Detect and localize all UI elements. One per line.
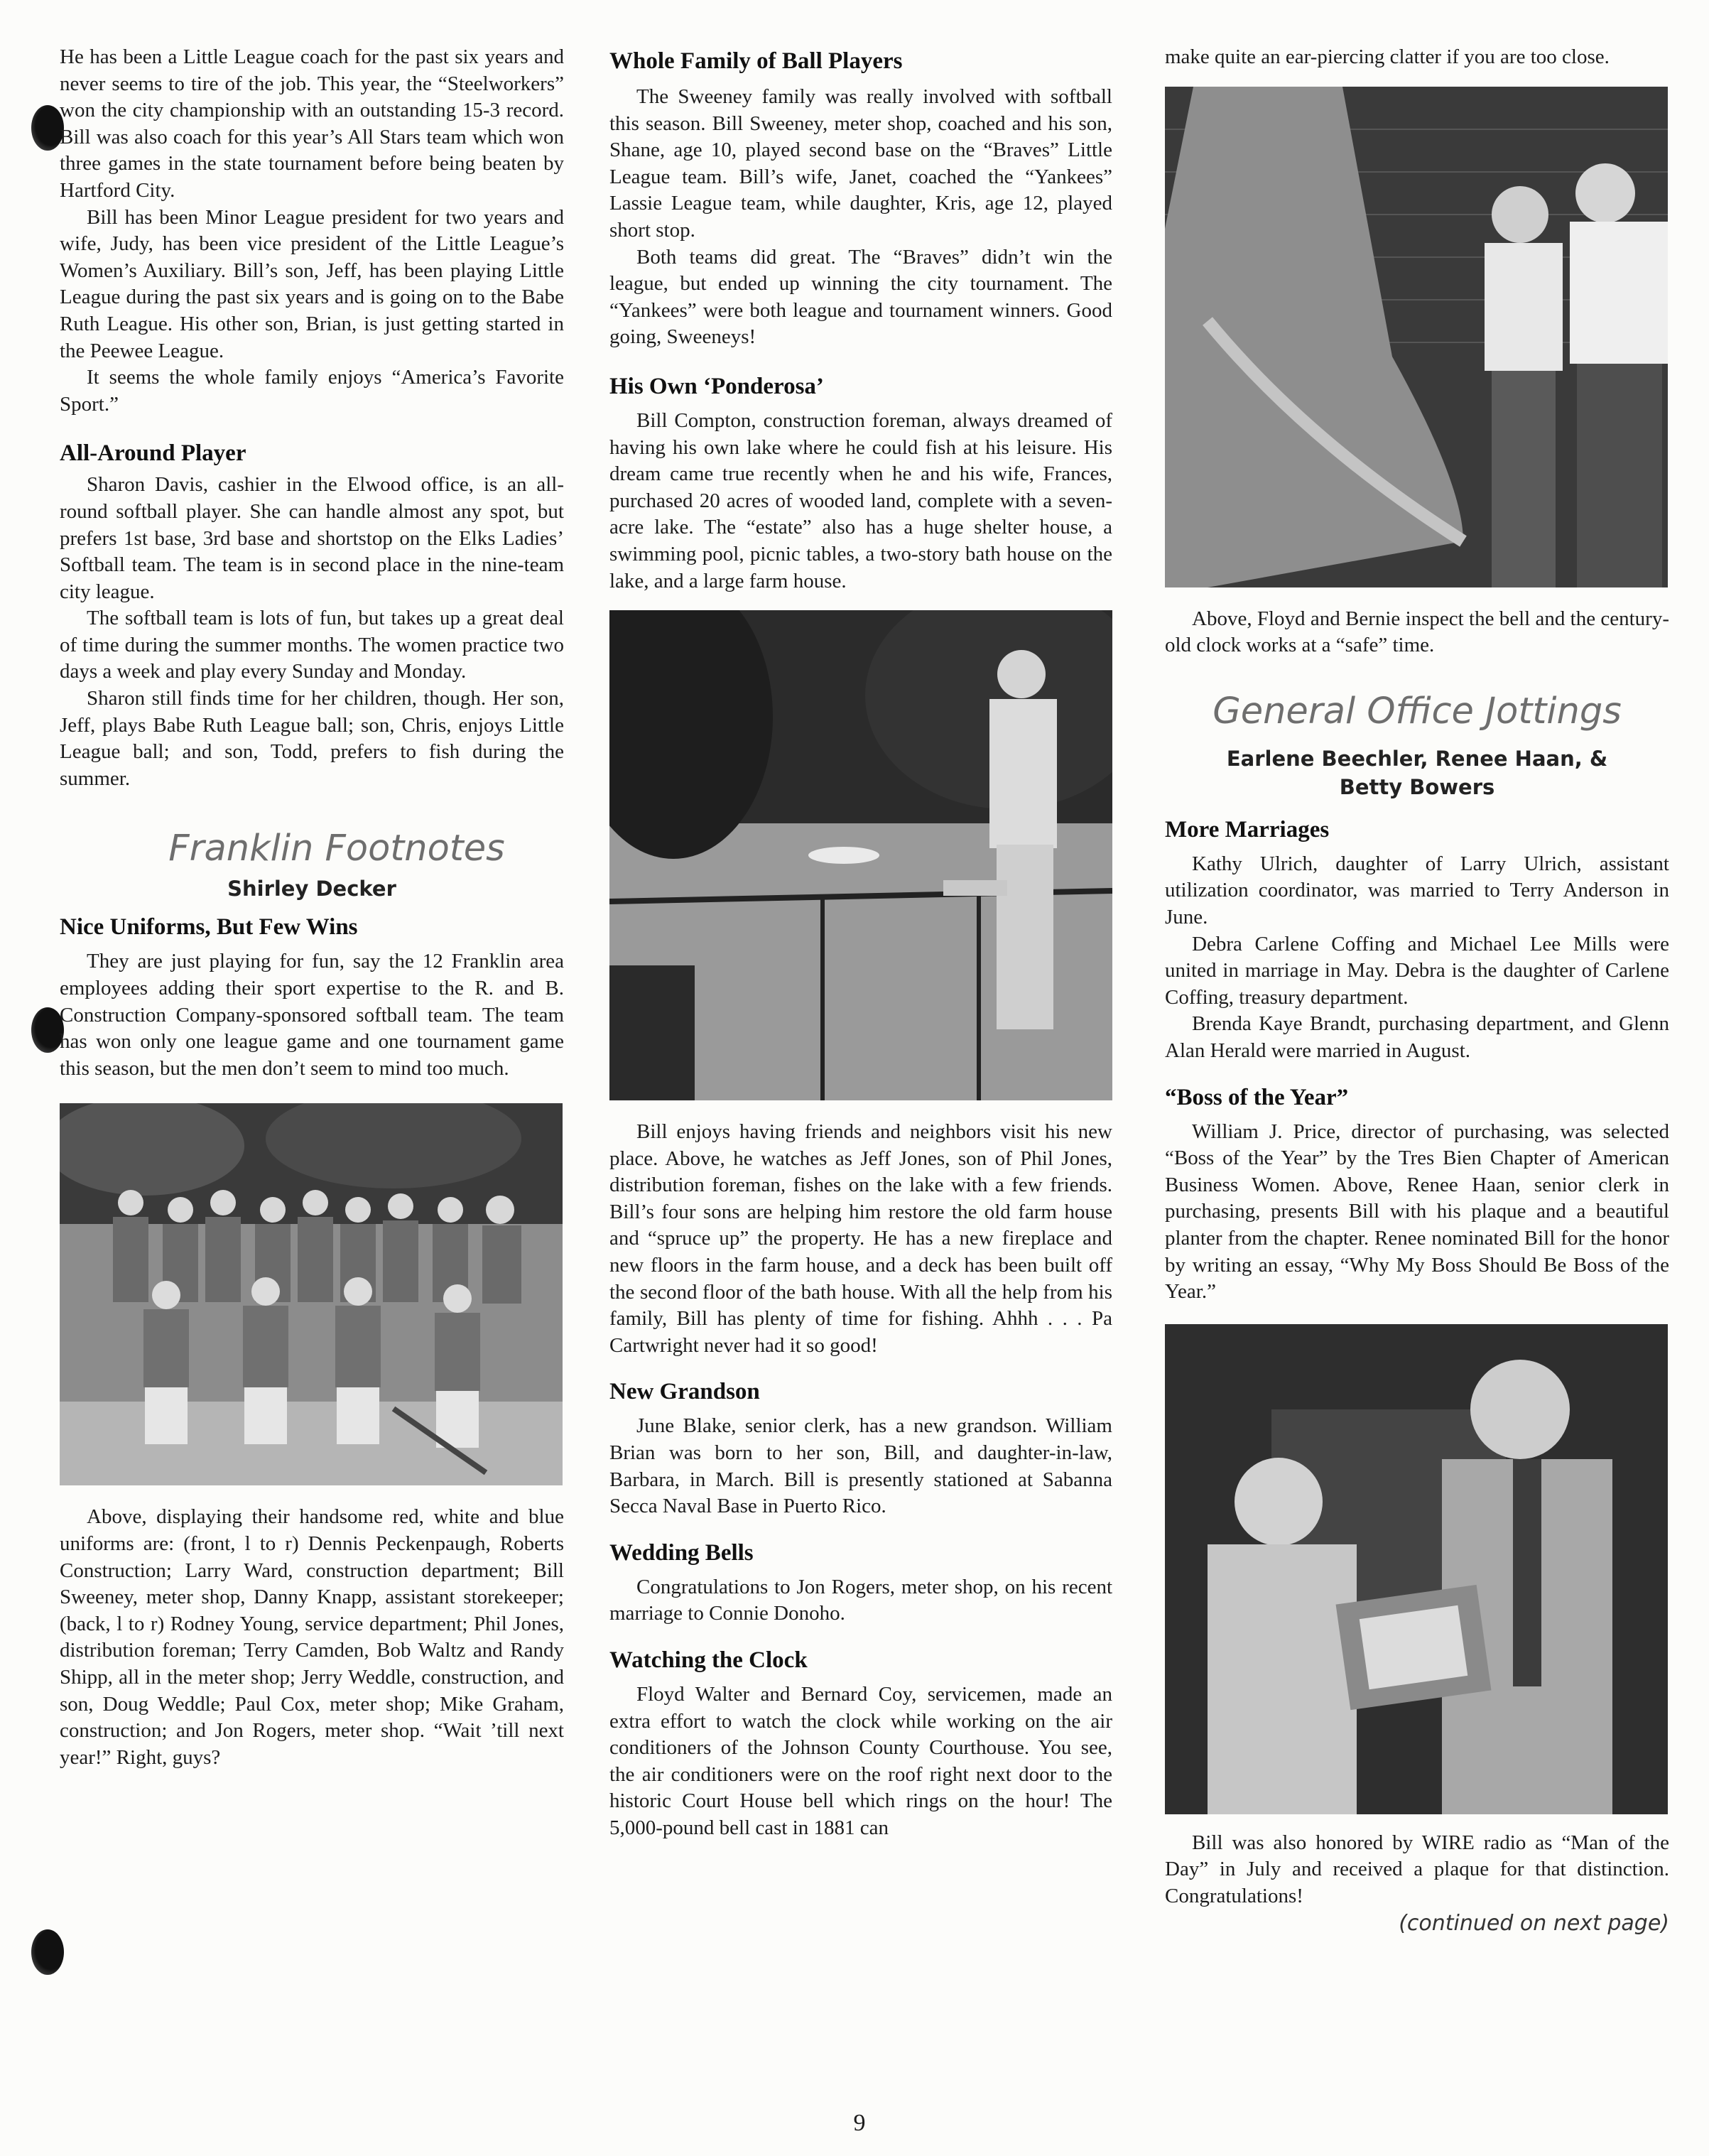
punch-hole-bottom	[31, 1929, 64, 1975]
wedding-heading: Wedding Bells	[609, 1539, 754, 1566]
page-number: 9	[853, 2110, 866, 2136]
wedding-paragraph-1: Congratulations to Jon Rogers, meter shop, on his recent marriage to Connie Donoho.	[609, 1575, 1112, 1625]
clock-continued: make quite an ear-piercing clatter if you are too close.	[1165, 45, 1610, 68]
continued-note: (continued on next page)	[1399, 1911, 1669, 1936]
allaround-paragraph-2: The softball team is lots of fun, but takes up a great deal of time during the summer months. The women practice two days a week and play every Sunday and Monday.	[60, 607, 564, 683]
column-left	[60, 44, 564, 1771]
boss-paragraph-1: William J. Price, director of purchasing, was selected “Boss of the Year” by the Tres Bien Chapter of American Business Women. Above, Renee Haan, senior clerk in purchasing, presents Bill with his plaque and a beautiful planter from the chapter. Renee nominated Bill for the honor by writing an essay, “Why My Boss Should Be Boss of the Year.”	[1165, 1120, 1669, 1304]
general-byline-2: Betty Bowers	[1339, 774, 1495, 799]
family-paragraph-2: Both teams did great. The “Braves” didn’t win the league, but ended up winning the city tournament. The “Yankees” were both league and tournament winners. Good going, Sweeneys!	[609, 245, 1112, 349]
bell-photo	[1165, 87, 1668, 587]
column-middle	[609, 44, 1112, 1842]
franklin-byline: Shirley Decker	[227, 877, 396, 901]
marriages-paragraph-1: Kathy Ulrich, daughter of Larry Ulrich, assistant utilization coordinator, was married to Terry Anderson in June.	[1165, 852, 1669, 928]
allaround-paragraph-3: Sharon still finds time for her children, though. Her son, Jeff, plays Babe Ruth League ball; son, Chris, enjoys Little League ball; and son, Todd, prefers to fish during the summer.	[60, 687, 564, 790]
allaround-heading: All-Around Player	[60, 440, 246, 467]
boss-caption: Bill was also honored by WIRE radio as “Man of the Day” in July and received a plaque for that distinction. Congratulations!	[1165, 1831, 1669, 1907]
uniforms-heading: Nice Uniforms, But Few Wins	[60, 914, 358, 941]
clock-heading: Watching the Clock	[609, 1647, 808, 1673]
boss-photo	[1165, 1324, 1668, 1814]
intro-paragraph-2: Bill has been Minor League president for two years and wife, Judy, has been vice president of the Little League’s Women’s Auxiliary. Bill’s son, Jeff, has been playing Little League during the past six years and is going on to the Babe Ruth League. His other son, Brian, is just getting started in the Peewee League.	[60, 205, 564, 362]
general-byline-1: Earlene Beechler, Renee Haan, &	[1226, 746, 1608, 771]
clock-paragraph-1: Floyd Walter and Bernard Coy, servicemen, made an extra effort to watch the clock while working on the air conditioners of the Johnson County Courthouse. You see, the air conditioners were on the roof right next door to the historic Court House bell which rings on the hour! The 5,000-pound bell cast in 1881 can	[609, 1683, 1112, 1839]
softball-team-photo	[60, 1103, 563, 1485]
intro-paragraph-3: It seems the whole family enjoys “America’s Favorite Sport.”	[60, 366, 564, 416]
allaround-paragraph-1: Sharon Davis, cashier in the Elwood office, is an all-round softball player. She can handle almost any spot, but prefers 1st base, 3rd base and shortstop on the Elks Ladies’ Softball team. The team is in second place in the nine-team city league.	[60, 473, 564, 603]
boss-heading: “Boss of the Year”	[1165, 1084, 1349, 1110]
uniforms-paragraph-1: They are just playing for fun, say the 12 Franklin area employees adding their sport expertise to the R. and B. Construction Company-sponsored softball team. The team has won only one league game and one tournament game this season, but the men don’t seem to mind too much.	[60, 950, 564, 1080]
grandson-paragraph-1: June Blake, senior clerk, has a new grandson. William Brian was born to her son, Bill, and daughter-in-law, Barbara, in March. Bill is presently stationed at Sabanna Secca Naval Base in Puerto Rico.	[609, 1414, 1112, 1518]
ponderosa-heading: His Own ‘Ponderosa’	[609, 373, 824, 399]
general-section-title: General Office Jottings	[1212, 690, 1622, 732]
column-right	[1165, 44, 1669, 1938]
ponderosa-paragraph-1: Bill Compton, construction foreman, always dreamed of having his own lake where he could fish at his leisure. His dream came true recently when he and his wife, Frances, purchased 20 acres of wooded land, complete with a seven-acre lake. The “estate” also has a huge shelter house, a swimming pool, picnic tables, a two-story bath house on the lake, and a large farm house.	[609, 408, 1112, 592]
softball-team-caption: Above, displaying their handsome red, white and blue uniforms are: (front, l to r) Dennis Peckenpaugh, Roberts Construction; Larry Ward, construction department; Bill Sweeney, meter shop, Danny Knapp, assistant storekeeper; (back, l to r) Rodney Young, service department; Phil Jones, distribution foreman; Terry Camden, Bob Waltz and Randy Shipp, all in the meter shop; Jerry Weddle, construction, and son, Doug Weddle; Paul Cox, meter shop; Mike Graham, construction; and Jon Rogers, meter shop. “Wait ’till next year!” Right, guys?	[60, 1505, 564, 1769]
lake-photo	[609, 610, 1112, 1100]
family-paragraph-1: The Sweeney family was really involved with softball this season. Bill Sweeney, meter shop, coached and his son, Shane, age 10, played second base on the “Braves” Little League team. Bill’s wife, Janet, coached the “Yankees” Lassie League team, while daughter, Kris, age 12, played short stop.	[609, 85, 1112, 242]
franklin-section-title: Franklin Footnotes	[168, 828, 505, 870]
marriages-paragraph-3: Brenda Kaye Brandt, purchasing department, and Glenn Alan Herald were married in August.	[1165, 1012, 1669, 1062]
lake-caption: Bill enjoys having friends and neighbors visit his new place. Above, he watches as Jeff Jones, son of Phil Jones, distribution foreman, fishes on the lake with a few friends. Bill’s four sons are helping him restore the old farm house and “spruce up” the property. He has a new fireplace and new floors in the farm house, and a deck has been built off the second floor of the bath house. With all the help from his family, Bill has plenty of time for fishing. Ahhh . . . Pa Cartwright never had it so good!	[609, 1120, 1112, 1357]
marriages-paragraph-2: Debra Carlene Coffing and Michael Lee Mills were united in marriage in May. Debra is the daughter of Carlene Coffing, treasury department.	[1165, 932, 1669, 1009]
marriages-heading: More Marriages	[1165, 816, 1330, 843]
intro-paragraph-1: He has been a Little League coach for the past six years and never seems to tire of the job. This year, the “Steelworkers” won the city championship with an outstanding 15-3 record. Bill was also coach for this year’s All Stars team which won three games in the state tournament before being beaten by Hartford City.	[60, 45, 564, 202]
family-heading: Whole Family of Ball Players	[609, 48, 903, 74]
grandson-heading: New Grandson	[609, 1379, 760, 1405]
bell-caption: Above, Floyd and Bernie inspect the bell and the century-old clock works at a “safe” time.	[1165, 607, 1669, 657]
